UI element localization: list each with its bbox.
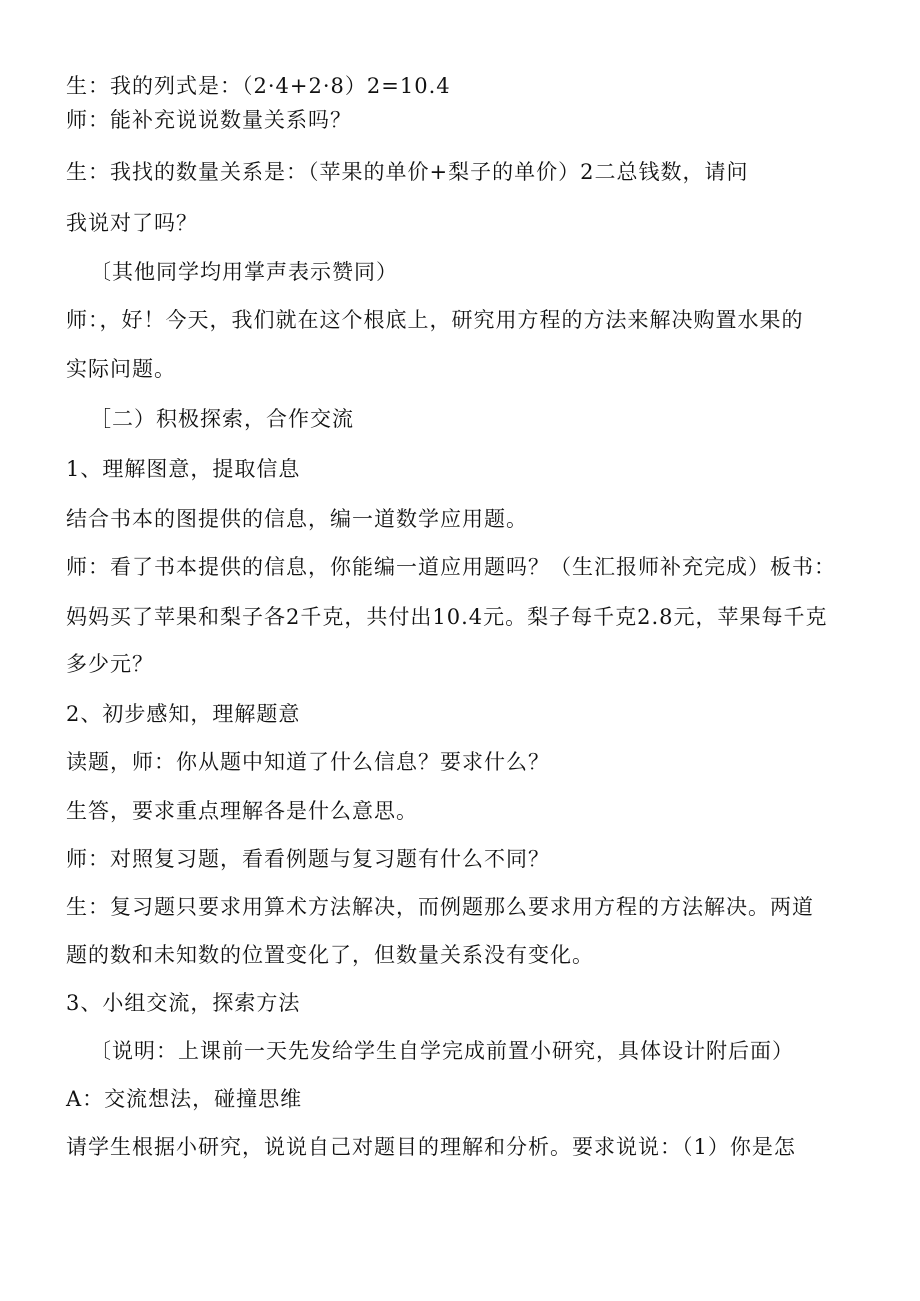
text-line: 师：看了书本提供的信息，你能编一道应用题吗？（生汇报师补充完成）板书： [66,555,836,579]
text-line: 生：复习题只要求用算术方法解决，而例题那么要求用方程的方法解决。两道 [66,895,814,919]
subsection-heading: 3、小组交流，探索方法 [66,991,301,1015]
text-line: 题的数和未知数的位置变化了，但数量关系没有变化。 [66,943,594,967]
text-line: 〔说明：上课前一天先发给学生自学完成前置小研究，具体设计附后面） [90,1039,794,1063]
text-line: 多少元？ [66,652,154,676]
text-line: 生：我的列式是：（2·4+2·8）2=10.4 [66,74,451,98]
text-line: 生答，要求重点理解各是什么意思。 [66,799,418,823]
text-line: 师：能补充说说数量关系吗？ [66,108,352,132]
subsection-heading: 2、初步感知，理解题意 [66,702,301,726]
section-heading: ［二）积极探索，合作交流 [90,407,354,431]
text-line: 师：对照复习题，看看例题与复习题有什么不同？ [66,847,550,871]
text-line: 读题，师：你从题中知道了什么信息？要求什么？ [66,750,550,774]
text-line: 师：，好！今天，我们就在这个根底上，研究用方程的方法来解决购置水果的 [66,308,804,332]
text-line: 生：我找的数量关系是：（苹果的单价+梨子的单价）2二总钱数，请问 [66,160,749,184]
text-line: 〔其他同学均用掌声表示赞同） [90,260,398,284]
text-line: 我说对了吗？ [66,211,198,235]
subsection-heading: 1、理解图意，提取信息 [66,457,301,481]
text-line: 结合书本的图提供的信息，编一道数学应用题。 [66,507,528,531]
text-line: 妈妈买了苹果和梨子各2千克，共付出10.4元。梨子每千克2.8元，苹果每千克 [66,605,828,629]
text-line: 请学生根据小研究，说说自己对题目的理解和分析。要求说说：（1）你是怎 [66,1135,796,1159]
text-line: A：交流想法，碰撞思维 [66,1087,303,1111]
text-line: 实际问题。 [66,357,176,381]
